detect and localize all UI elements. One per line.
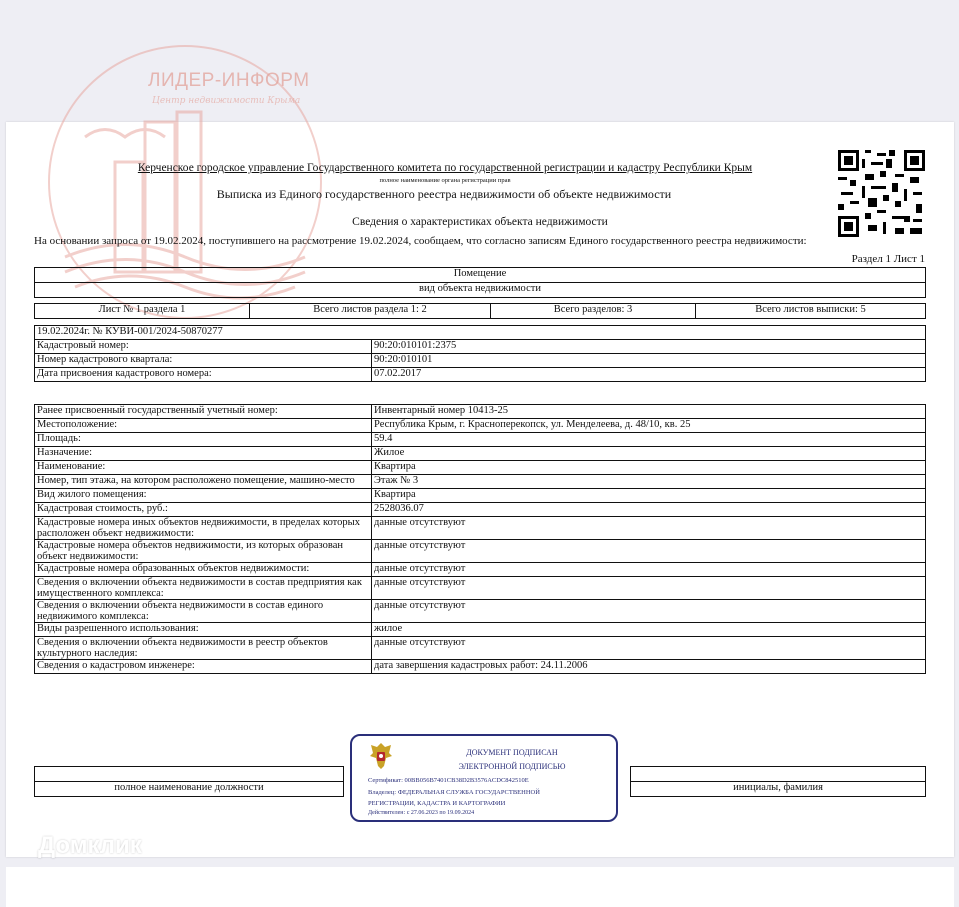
- row-label: Сведения о включении объекта недвижимости в состав предприятия как имущественного комплекса:: [35, 577, 372, 600]
- object-details-table: [34, 404, 926, 674]
- stamp-owner-2: РЕГИСТРАЦИИ, КАДАСТРА И КАРТОГРАФИИ: [368, 800, 506, 807]
- organization-name: Керченское городское управление Государственного комитета по государственной регистрации и кадастру Республики Крым: [137, 162, 753, 174]
- stamp-line-2: ЭЛЕКТРОННОЙ ПОДПИСЬЮ: [458, 762, 566, 771]
- row-value: данные отсутствуют: [372, 517, 926, 540]
- document-title: Выписка из Единого государственного реестра недвижимости об объекте недвижимости: [216, 187, 672, 201]
- row-label: Наименование:: [35, 461, 372, 475]
- extract-sheets-total: Всего листов выписки: 5: [696, 304, 926, 319]
- row-value: Республика Крым, г. Красноперекопск, ул. Менделеева, д. 48/10, кв. 25: [372, 419, 926, 433]
- watermark-tagline: Центр недвижимости Крыма: [152, 96, 301, 106]
- row-label: Сведения о кадастровом инженере:: [35, 660, 372, 674]
- row-value: 2528036.07: [372, 503, 926, 517]
- row-label: Кадастровый номер:: [35, 340, 372, 354]
- stamp-line-1: ДОКУМЕНТ ПОДПИСАН: [466, 748, 558, 757]
- table-row: [35, 577, 926, 600]
- table-row: [35, 660, 926, 674]
- stamp-owner-1: Владелец: ФЕДЕРАЛЬНАЯ СЛУЖБА ГОСУДАРСТВЕННОЙ: [368, 789, 540, 796]
- table-row: [35, 600, 926, 623]
- name-caption: инициалы, фамилия: [631, 782, 926, 797]
- table-row: [35, 540, 926, 563]
- cadastral-table: [34, 325, 926, 382]
- table-row: [35, 623, 926, 637]
- row-value: 90:20:010101:2375: [372, 340, 926, 354]
- object-type-caption: вид объекта недвижимости: [35, 283, 926, 298]
- stamp-certificate: Сертификат: 00BB056B7401CB38D2B3576ACDC842510E: [368, 777, 529, 784]
- row-label: Кадастровые номера объектов недвижимости, из которых образован объект недвижимости:: [35, 540, 372, 563]
- row-label: Ранее присвоенный государственный учетный номер:: [35, 405, 372, 419]
- row-label: Кадастровая стоимость, руб.:: [35, 503, 372, 517]
- row-value: Квартира: [372, 461, 926, 475]
- row-label: Площадь:: [35, 433, 372, 447]
- organization-caption: полное наименование органа регистрации прав: [379, 177, 511, 184]
- row-value: Жилое: [372, 447, 926, 461]
- table-row: [35, 637, 926, 660]
- row-value: жилое: [372, 623, 926, 637]
- table-row: [35, 433, 926, 447]
- table-row: [35, 340, 926, 354]
- row-value: 59.4: [372, 433, 926, 447]
- position-caption: полное наименование должности: [35, 782, 344, 797]
- object-type: Помещение: [35, 268, 926, 283]
- extract-number: 19.02.2024г. № КУВИ-001/2024-50870277: [35, 326, 926, 340]
- table-row: [35, 461, 926, 475]
- next-document-page: [6, 867, 954, 907]
- row-label: Вид жилого помещения:: [35, 489, 372, 503]
- row-value: Квартира: [372, 489, 926, 503]
- row-value: данные отсутствуют: [372, 637, 926, 660]
- electronic-signature-stamp: [350, 734, 618, 822]
- row-value: 07.02.2017: [372, 368, 926, 382]
- row-value: данные отсутствуют: [372, 577, 926, 600]
- row-value: Инвентарный номер 10413-25: [372, 405, 926, 419]
- row-label: Сведения о включении объекта недвижимости в состав единого недвижимого комплекса:: [35, 600, 372, 623]
- table-row: [35, 489, 926, 503]
- row-label: Местоположение:: [35, 419, 372, 433]
- row-label: Номер, тип этажа, на котором расположено помещение, машино-место: [35, 475, 372, 489]
- document-subtitle: Сведения о характеристиках объекта недвижимости: [352, 216, 608, 228]
- object-type-table: [34, 267, 926, 298]
- row-value: Этаж № 3: [372, 475, 926, 489]
- table-row: [35, 475, 926, 489]
- section-sheet-label: Раздел 1 Лист 1: [851, 253, 925, 265]
- row-value: данные отсутствуют: [372, 563, 926, 577]
- row-label: Кадастровые номера образованных объектов недвижимости:: [35, 563, 372, 577]
- row-value: дата завершения кадастровых работ: 24.11.2006: [372, 660, 926, 674]
- row-label: Кадастровые номера иных объектов недвижимости, в пределах которых расположен объект недвижимости:: [35, 517, 372, 540]
- table-row: [35, 563, 926, 577]
- basis-statement: На основании запроса от 19.02.2024, поступившего на рассмотрение 19.02.2024, сообщаем, что согласно записям Единого государственного реестра недвижимости:: [34, 235, 807, 247]
- section-sheets-total: Всего листов раздела 1: 2: [250, 304, 491, 319]
- sheet-info-table: [34, 303, 926, 319]
- row-label: Сведения о включении объекта недвижимости в реестр объектов культурного наследия:: [35, 637, 372, 660]
- table-row: [35, 447, 926, 461]
- watermark-brand: ЛИДЕР-ИНФОРМ: [148, 70, 310, 91]
- qr-code-icon: [838, 150, 925, 237]
- stamp-validity: Действителен: с 27.06.2023 по 19.09.2024: [368, 810, 475, 816]
- table-row: [35, 405, 926, 419]
- coat-of-arms-icon: [368, 740, 394, 770]
- row-label: Назначение:: [35, 447, 372, 461]
- row-value: данные отсутствуют: [372, 600, 926, 623]
- row-label: Дата присвоения кадастрового номера:: [35, 368, 372, 382]
- table-row: [35, 517, 926, 540]
- table-row: [35, 368, 926, 382]
- table-row: [35, 419, 926, 433]
- sheet-number: Лист № 1 раздела 1: [35, 304, 250, 319]
- table-row: [35, 354, 926, 368]
- table-row: [35, 503, 926, 517]
- domclick-watermark-logo: Домклик: [38, 832, 142, 859]
- sections-total: Всего разделов: 3: [491, 304, 696, 319]
- row-value: 90:20:010101: [372, 354, 926, 368]
- row-label: Виды разрешенного использования:: [35, 623, 372, 637]
- row-label: Номер кадастрового квартала:: [35, 354, 372, 368]
- row-value: данные отсутствуют: [372, 540, 926, 563]
